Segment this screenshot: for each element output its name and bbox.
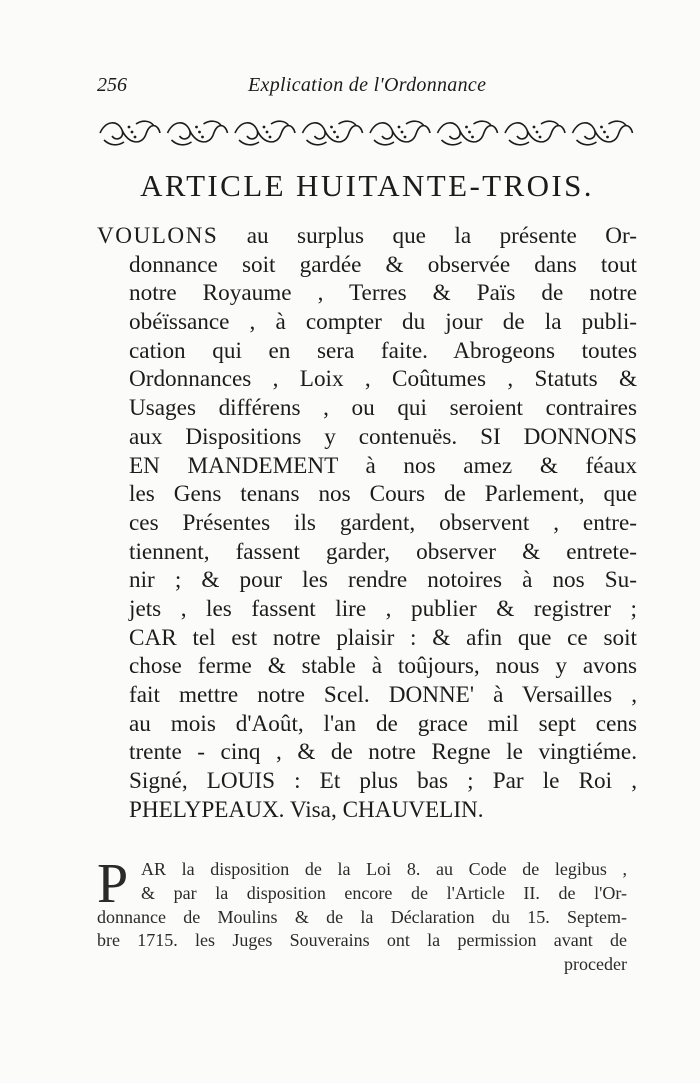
commentary-line: donnance de Moulins & de la Déclaration du 15. Septem- [97,906,627,927]
article-line: notre Royaume , Terres & Païs de notre [129,280,637,307]
article-line: PHELYPEAUX. Visa, CHAUVELIN. [129,796,484,823]
running-title: Explication de l'Ordonnance [248,74,487,96]
article-line: Signé, LOUIS : Et plus bas ; Par le Roi , [129,768,637,795]
article-line: les Gens tenans nos Cours de Parlement, que [129,481,637,508]
article-line [97,222,637,251]
article-line: Ordonnances , Loix , Coûtumes , Statuts & [129,366,637,393]
article-line: au mois d'Août, l'an de grace mil sept cens [129,710,637,737]
article-line: trente - cinq , & de notre Regne le vingtiéme. [129,739,637,766]
page-number: 256 [97,74,127,96]
article-line: tiennent, fassent garder, observer & entrete- [129,538,637,565]
article-line: chose ferme & stable à toûjours, nous y avons [129,653,637,680]
commentary-line: proceder [564,954,627,975]
article-line: nir ; & pour les rendre notoires à nos Su- [129,567,637,594]
article-line: fait mettre notre Scel. DONNE' à Versailles , [129,682,637,708]
article-line: EN MANDEMENT à nos amez & féaux [129,452,637,479]
lead-word: VOULONS [97,223,219,249]
article-line: aux Dispositions y contenuës. SI DONNONS [129,423,637,450]
commentary-line: AR la disposition de la Loi 8. au Code de legibus , [141,859,627,879]
drop-cap: P [97,853,129,915]
line-text: au surplus que la présente Or- [218,223,637,249]
fleuron-ornament-icon [96,116,636,150]
article-line: cation qui en sera faite. Abrogeons toutes [129,337,637,364]
article-title: ARTICLE HUITANTE-TROIS. [140,168,594,203]
article-line: CAR tel est notre plaisir : & afin que ce soit [129,624,637,651]
commentary-line: & par la disposition encore de l'Article II. de l'Or- [141,882,627,903]
article-line: Usages différens , ou qui seroient contraires [129,395,637,422]
article-line: ces Présentes ils gardent, observent , entre- [129,509,637,536]
article-line: donnance soit gardée & observée dans tout [129,251,637,278]
commentary-line: bre 1715. les Juges Souverains ont la permission avant de [97,930,627,951]
article-line: obéïssance , à compter du jour de la publi- [129,309,637,336]
article-body [97,222,637,824]
commentary-paragraph [97,853,627,977]
article-line: jets , les fassent lire , publier & registrer ; [129,595,637,622]
